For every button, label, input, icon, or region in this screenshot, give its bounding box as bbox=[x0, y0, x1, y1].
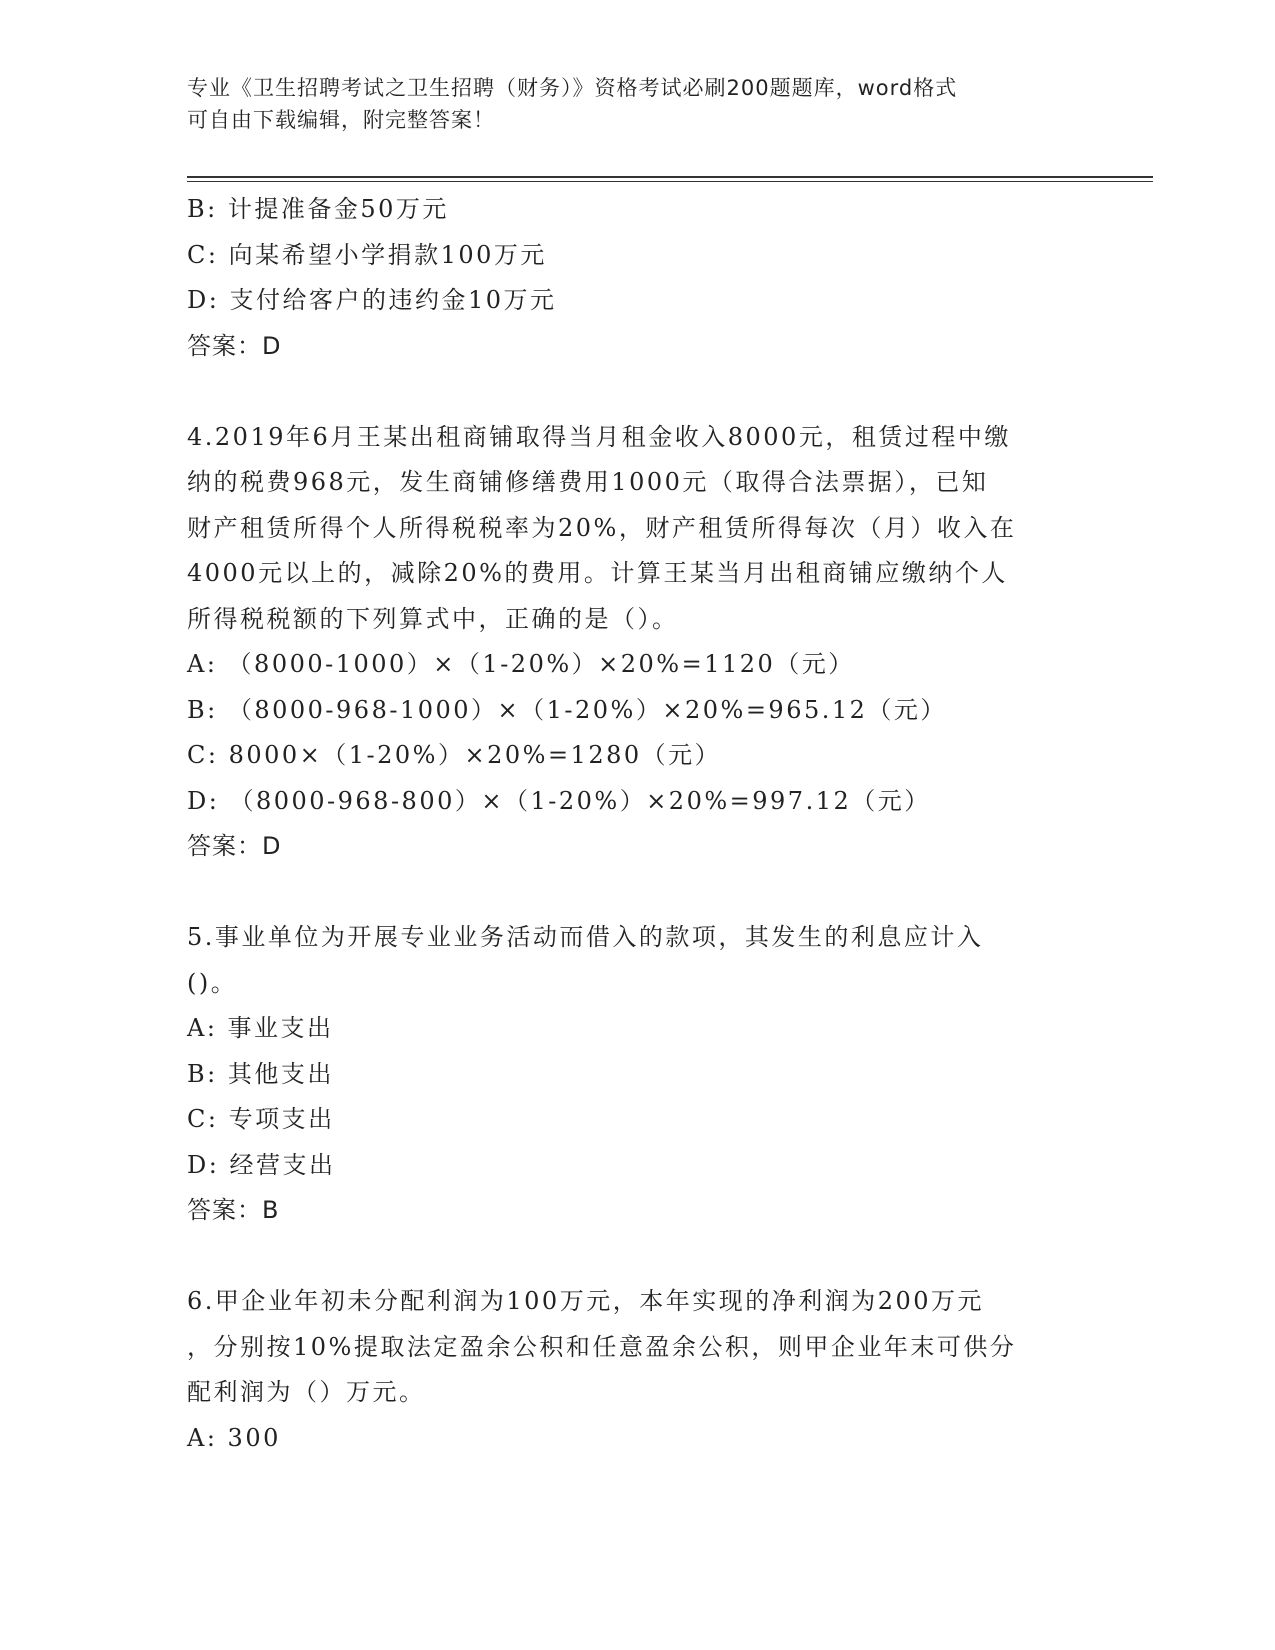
question-stem-line: 纳的税费968元，发生商铺修缮费用1000元（取得合法票据），已知 bbox=[187, 468, 989, 496]
spacer bbox=[187, 870, 1087, 916]
option-b: B: 其他支出 bbox=[187, 1059, 334, 1088]
question-stem-line: ()。 bbox=[187, 968, 238, 997]
question-stem-line: 4.2019年6月王某出租商铺取得当月租金收入8000元，租赁过程中缴 bbox=[187, 422, 1011, 451]
option-a: A: 事业支出 bbox=[187, 1014, 334, 1042]
question-stem-line: 财产租赁所得个人所得税税率为20%，财产租赁所得每次（月）收入在 bbox=[187, 513, 1017, 542]
option-a: A: （8000-1000）×（1-20%）×20%=1120（元） bbox=[187, 650, 855, 678]
header-divider-thick bbox=[187, 176, 1153, 178]
header-title-line-2: 可自由下载编辑，附完整答案！ bbox=[187, 108, 495, 132]
spacer bbox=[187, 369, 1087, 415]
question-stem-line: ，分别按10%提取法定盈余公积和任意盈余公积，则甲企业年末可供分 bbox=[187, 1332, 1017, 1361]
option-d: D: 经营支出 bbox=[187, 1150, 336, 1179]
option-b: B: 计提准备金50万元 bbox=[187, 195, 449, 223]
question-6 bbox=[187, 1279, 1087, 1461]
answer: 答案：D bbox=[187, 331, 282, 360]
question-stem-line: 6.甲企业年初未分配利润为100万元，本年实现的净利润为200万元 bbox=[187, 1287, 985, 1315]
question-3-tail bbox=[187, 187, 1087, 369]
answer: 答案：B bbox=[187, 1196, 280, 1224]
spacer bbox=[187, 1234, 1087, 1280]
option-c: C: 专项支出 bbox=[187, 1105, 335, 1133]
header-title-line-1: 专业《卫生招聘考试之卫生招聘（财务）》资格考试必刷200题题库，word格式 bbox=[187, 76, 958, 100]
option-c: C: 向某希望小学捐款100万元 bbox=[187, 240, 547, 269]
header-divider-thin bbox=[187, 181, 1153, 182]
option-a: A: 300 bbox=[187, 1423, 281, 1452]
answer: 答案：D bbox=[187, 832, 282, 860]
option-d: D: （8000-968-800）×（1-20%）×20%=997.12（元） bbox=[187, 786, 931, 815]
option-d: D: 支付给客户的违约金10万元 bbox=[187, 286, 557, 314]
question-stem-line: 所得税税额的下列算式中，正确的是（）。 bbox=[187, 604, 679, 633]
question-5 bbox=[187, 915, 1087, 1234]
page-header bbox=[187, 72, 1087, 136]
question-4 bbox=[187, 415, 1087, 870]
question-content bbox=[187, 187, 1087, 1461]
question-stem-line: 配利润为（）万元。 bbox=[187, 1378, 426, 1406]
option-b: B: （8000-968-1000）×（1-20%）×20%=965.12（元） bbox=[187, 695, 947, 724]
option-c: C: 8000×（1-20%）×20%=1280（元） bbox=[187, 741, 722, 769]
question-stem-line: 4000元以上的，减除20%的费用。计算王某当月出租商铺应缴纳个人 bbox=[187, 559, 1008, 587]
question-stem-line: 5.事业单位为开展专业业务活动而借入的款项，其发生的利息应计入 bbox=[187, 923, 984, 951]
